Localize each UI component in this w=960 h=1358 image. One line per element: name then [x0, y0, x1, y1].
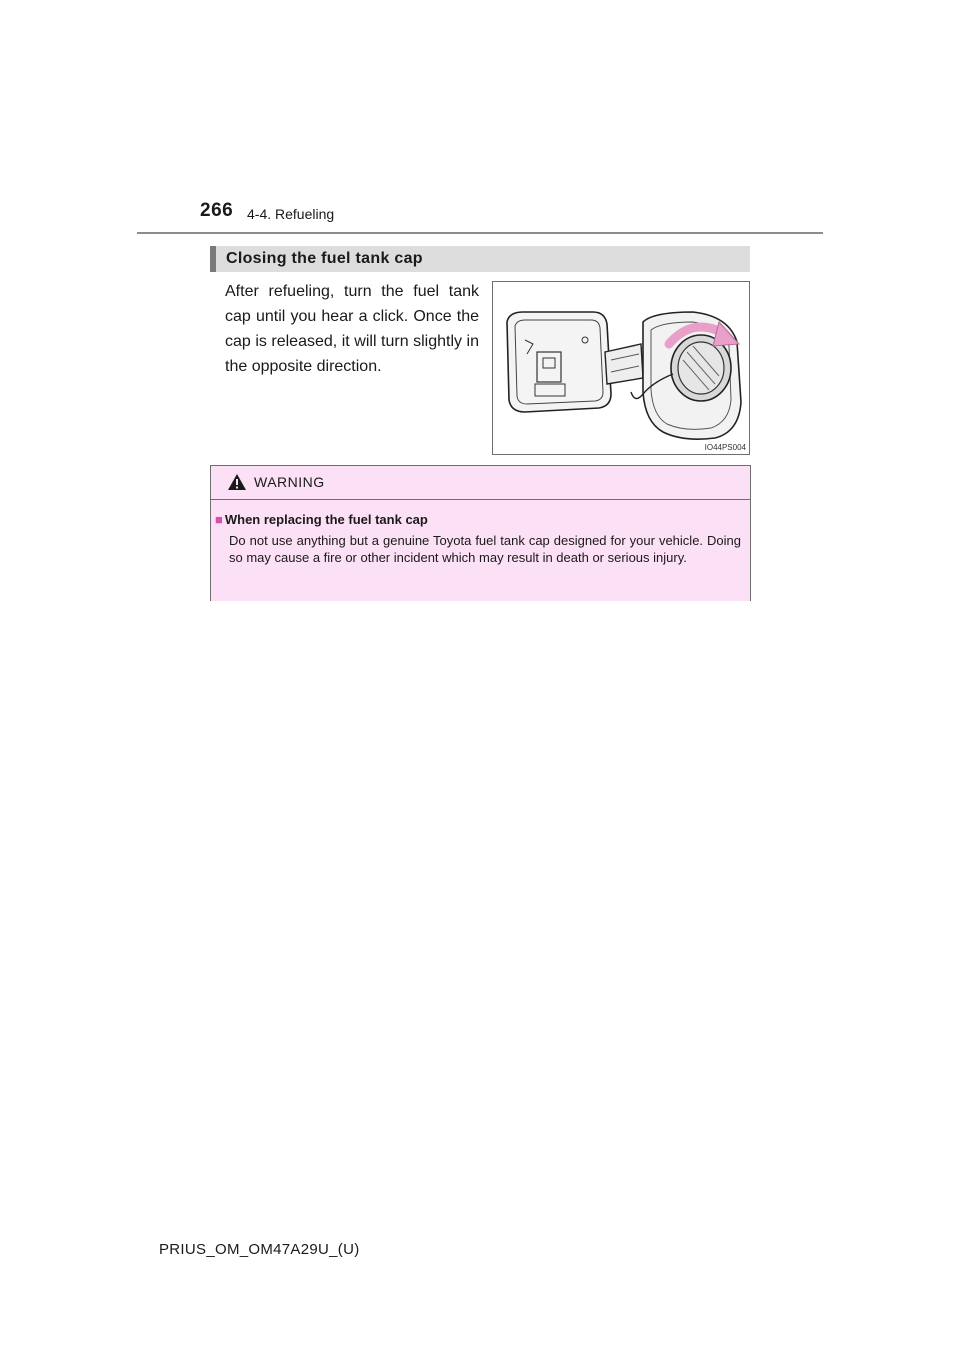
fuel-door-drawing — [493, 282, 749, 454]
warning-body — [211, 500, 750, 601]
page-number: 266 — [200, 200, 234, 221]
warning-title: WARNING — [254, 474, 325, 490]
instruction-paragraph: After refueling, turn the fuel tank cap until you hear a click. Once the cap is released, it will turn slightly in the opposite direction. — [225, 283, 479, 375]
document-code: PRIUS_OM_OM47A29U_(U) — [159, 1241, 360, 1258]
warning-header — [211, 466, 750, 500]
warning-box — [210, 465, 751, 601]
warning-item-heading — [215, 512, 428, 527]
header-divider — [137, 232, 823, 234]
section-reference: 4-4. Refueling — [247, 206, 335, 222]
square-bullet-icon: ■ — [215, 512, 223, 527]
figure-code: IO44PS004 — [704, 443, 746, 452]
subsection-title: Closing the fuel tank cap — [226, 250, 423, 267]
warning-item-title: When replacing the fuel tank cap — [224, 512, 428, 527]
warning-item-text: Do not use anything but a genuine Toyota fuel tank cap designed for your vehicle. Doing so may cause a fire or other incident which may result in death or serious injury. — [229, 533, 741, 565]
fuel-cap-illustration — [492, 281, 750, 455]
subsection-heading — [210, 246, 750, 272]
warning-triangle-icon — [227, 473, 247, 491]
